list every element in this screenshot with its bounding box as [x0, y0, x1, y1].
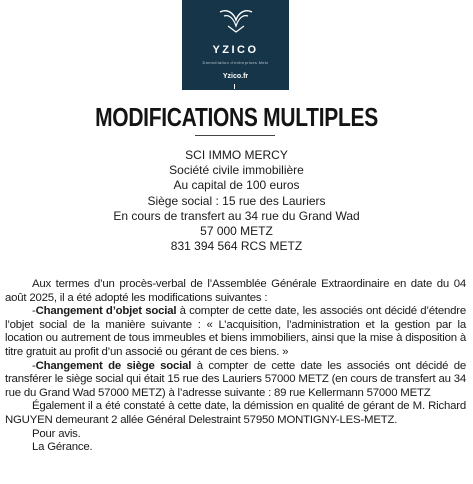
company-name: SCI IMMO MERCY: [185, 148, 288, 162]
object-change-label: Changement d’objet social: [35, 305, 177, 318]
page-title: MODIFICATIONS MULTIPLES: [95, 104, 378, 133]
company-seat: Siège social : 15 rue des Lauriers: [147, 193, 326, 208]
logo-url: Yzico.fr: [222, 73, 249, 80]
manager-resignation-paragraph: Également il a été constaté à cette date, la démission en qualité de gérant de M. Richard NGUYEN demeurant 2 allée Général Delestraint 57950 MONTIGNY-LES-METZ.: [5, 400, 466, 426]
object-change-prefix: -: [32, 305, 36, 318]
seat-change-prefix: -: [32, 359, 36, 372]
closing-signature: La Gérance.: [32, 441, 93, 454]
object-change-text: à compter de cette date, les associés ont décidé d’étendre l’objet social de la manière suivante : « L’acquisition, l’administration et la gestion par la location ou autrement de tous immeubles et biens immobiliers, ainsi que la mise à disposition à titre gratuit au profit d’un associé ou gérant de ces biens. »: [5, 305, 466, 358]
notice-body: [5, 278, 466, 455]
title-rule: [195, 135, 275, 136]
logo-divider: [234, 84, 235, 89]
seat-change-text: à compter de cette date les associés ont décidé de transférer le siège social qui était 15 rue des Lauriers 57000 METZ (en cours de transfert au 34 rue du Grand Wad 57000 METZ) à l’adresse suivante : 89 rue Kellermann 57000 METZ: [5, 359, 466, 399]
company-form: Société civile immobilière: [169, 163, 304, 178]
company-postal: 57 000 METZ: [200, 224, 273, 239]
company-capital: Au capital de 100 euros: [173, 178, 300, 193]
logo-box: [182, 0, 289, 90]
seat-change-label: Changement de siège social: [35, 359, 192, 372]
intro-paragraph: Aux termes d’un procès-verbal de l’Assemblée Générale Extraordinaire en date du 04 août 2025, il a été adopté les modifications suivantes :: [5, 278, 466, 304]
closing-notice: Pour avis.: [32, 427, 81, 440]
object-change-paragraph: [5, 305, 466, 359]
company-block: [0, 148, 473, 254]
seat-change-paragraph: [5, 360, 466, 401]
yzico-logo-icon: [216, 6, 256, 34]
company-rcs: 831 394 564 RCS METZ: [170, 239, 303, 254]
logo-brand-name: YZICO: [212, 44, 259, 56]
company-transfer: En cours de transfert au 34 rue du Grand Wad: [113, 208, 360, 223]
logo-tagline: Domiciliation d'entreprises Metz: [202, 60, 269, 65]
